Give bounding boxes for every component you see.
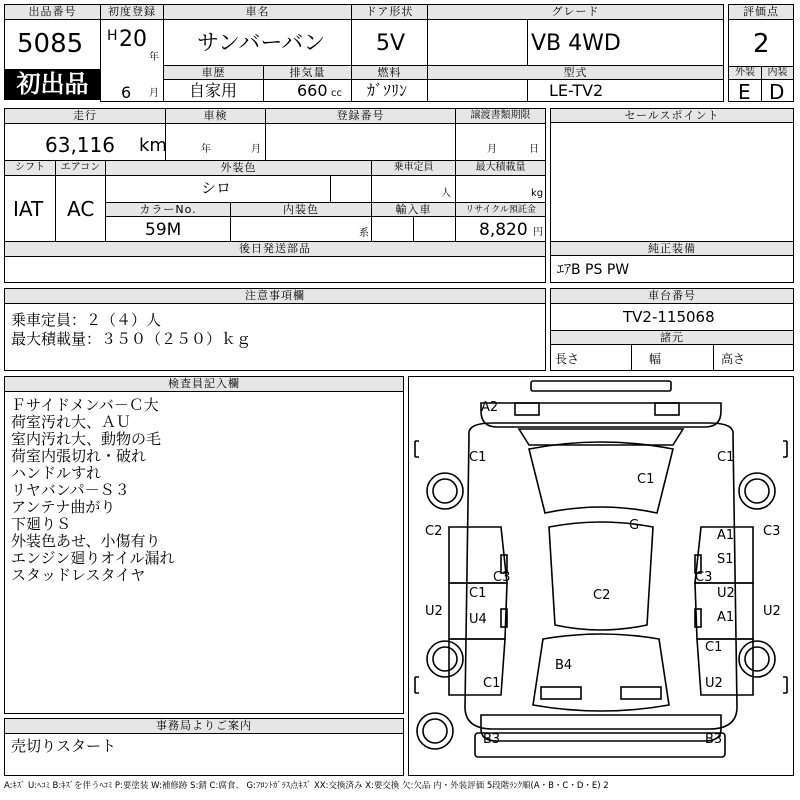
reg-year-unit: 年 [149, 52, 159, 63]
registration-block [100, 4, 724, 102]
reg-month: 6 [121, 83, 132, 102]
fuel-label: 燃料 [352, 66, 427, 79]
lot-number-label: 出品番号 [5, 5, 100, 20]
color-number: 59M [145, 220, 182, 240]
office-notice: 売切りスタート [11, 737, 117, 755]
exterior-grade: E [738, 80, 751, 104]
mark-c3-right-sill: C3 [695, 570, 713, 585]
overall-score: 2 [753, 29, 770, 59]
mileage: 63,116 [45, 133, 115, 157]
max-load-label: 最大積載量 [456, 161, 545, 175]
mark-c1-front-left: C1 [469, 450, 487, 465]
details-block [4, 108, 546, 283]
damage-diagram-svg [409, 377, 793, 775]
transfer-deadline-label: 譲渡書類期限 [456, 109, 545, 123]
mark-a2: A2 [481, 400, 499, 415]
chassis-number: TV2-115068 [623, 308, 715, 326]
reg-year: 20 [119, 27, 147, 52]
body-color-label: 外装色 [106, 161, 371, 175]
inspector-block [4, 376, 404, 714]
displacement-label: 排気量 [264, 66, 351, 79]
chassis-label: 車台番号 [551, 289, 793, 304]
mark-b4: B4 [555, 658, 573, 673]
mark-u2-right: U2 [763, 604, 781, 619]
inspector-notes: Ｆサイドメンバ－Ｃ大 荷室汚れ大、ＡＵ 室内汚れ大、動物の毛 荷室内張切れ・破れ ハンドルすれ リヤバンパ－Ｓ３ アンテナ曲がり 下廻りＳ 外装色あせ、小傷有り エンジン廻りオイル漏れ スタッドレスタイヤ [11, 396, 175, 584]
later-parts-label: 後日発送部品 [5, 242, 545, 256]
air-conditioner: AC [67, 197, 95, 221]
mileage-label: 走行 [5, 109, 165, 123]
color-no-label: カラーNo. [106, 203, 230, 216]
mark-c2-roof: C2 [593, 588, 611, 603]
chassis-block [550, 288, 794, 371]
max-load-unit: kg [531, 188, 544, 199]
mark-c1-left-door: C1 [469, 586, 487, 601]
inspection-label: 車検 [166, 109, 265, 123]
lot-number: 5085 [17, 29, 84, 59]
model-label: 型式 [428, 66, 723, 79]
header-block [4, 4, 101, 100]
fuel: ｶﾞｿﾘﾝ [367, 81, 408, 100]
exterior-label: 外装 [729, 67, 761, 79]
reg-month-unit: 月 [149, 88, 159, 99]
mark-u2-right-rear: U2 [705, 676, 723, 691]
inspection-year-unit: 年 [201, 144, 211, 155]
mark-u4: U4 [469, 612, 487, 627]
inspector-label: 検査員記入欄 [5, 377, 403, 392]
mileage-unit: km [139, 135, 167, 156]
mark-u2-right-door: A1 [717, 610, 735, 625]
door-type: 5V [376, 31, 406, 56]
mark-u2-left: U2 [425, 604, 443, 619]
height-label: 高さ [721, 352, 746, 366]
interior-color-label: 内装色 [231, 203, 371, 216]
notes-text: 乗車定員：２（４）人 最大積載量：３５０（２５０）ｋｇ [11, 311, 252, 348]
transfer-day-unit: 日 [529, 144, 539, 155]
mark-c1-left-rear: C1 [483, 676, 501, 691]
mark-g: G [629, 518, 640, 533]
sales-point-label: セールスポイント [551, 109, 793, 123]
mark-c2-left: C2 [425, 524, 443, 539]
mark-c1-front-right: C1 [717, 450, 735, 465]
mark-c3-left: C3 [493, 570, 511, 585]
office-label: 事務局よりご案内 [5, 719, 403, 734]
capacity-unit: 人 [441, 188, 451, 199]
reg-label: 初度登録 [101, 5, 163, 19]
mark-s1: S1 [717, 552, 734, 567]
width-label: 幅 [649, 352, 662, 366]
interior-grade: D [769, 80, 785, 104]
displacement-unit: cc [331, 88, 342, 99]
car-name: サンバーバン [197, 31, 326, 56]
inspection-month-unit: 月 [251, 144, 261, 155]
length-label: 長さ [555, 352, 580, 366]
displacement: 660 [297, 81, 328, 100]
reg-number-label: 登録番号 [266, 109, 455, 123]
shift: IAT [13, 197, 44, 221]
history: 自家用 [189, 81, 238, 100]
model-code: LE-TV2 [549, 81, 604, 100]
legend: A:ｷｽﾞ U:ﾍｺﾐ B:ｷｽﾞを伴うﾍｺﾐ P:要塗装 W:補修跡 S:錆 C:腐食、 G:ﾌﾛﾝﾄｶﾞﾗｽ点ｷｽﾞ XX:交換済み X:要交換 欠:欠品 内・外装評価 5段階ﾗﾝｸ順(A・B・C・D・E) 2 [4, 781, 609, 791]
car-name-label: 車名 [164, 5, 351, 19]
transfer-month-unit: 月 [487, 144, 497, 155]
mark-c1-windshield: C1 [637, 472, 655, 487]
recycle-fee: 8,820 [479, 220, 528, 240]
mark-a1-right: A1 [717, 528, 735, 543]
sales-point-block [550, 108, 794, 283]
first-listing-badge: 初出品 [5, 69, 100, 99]
recycle-unit: 円 [533, 227, 543, 238]
ac-label: エアコン [56, 161, 105, 175]
score-block [728, 4, 794, 102]
office-block [4, 718, 404, 776]
equipment-label: 純正装備 [551, 242, 793, 256]
mark-b3-left: B3 [483, 732, 501, 747]
notes-label: 注意事項欄 [5, 289, 545, 304]
grade: VB 4WD [531, 31, 621, 56]
history-label: 車歴 [164, 66, 263, 79]
shift-label: シフト [5, 161, 55, 175]
body-color: シロ [201, 179, 232, 197]
door-label: ドア形状 [352, 5, 427, 19]
interior-color-unit: 系 [359, 228, 369, 239]
reg-era: H [107, 28, 118, 44]
import-label: 輸入車 [372, 203, 455, 216]
vehicle-diagram [408, 376, 794, 776]
recycle-label: リサイクル預託金 [456, 203, 545, 216]
dims-label: 諸元 [551, 331, 793, 345]
capacity-label: 乗車定員 [372, 161, 455, 175]
mark-b3-right: B3 [705, 732, 723, 747]
mark-c1-right-rear: C1 [705, 640, 723, 655]
notes-block [4, 288, 546, 371]
score-label: 評価点 [729, 5, 793, 20]
mark-u2-right-upper: U2 [717, 586, 735, 601]
interior-label: 内装 [762, 67, 793, 79]
mark-c3-right: C3 [763, 524, 781, 539]
grade-label: グレード [428, 5, 723, 19]
equipment-value: ｴｱB PS PW [557, 262, 630, 278]
